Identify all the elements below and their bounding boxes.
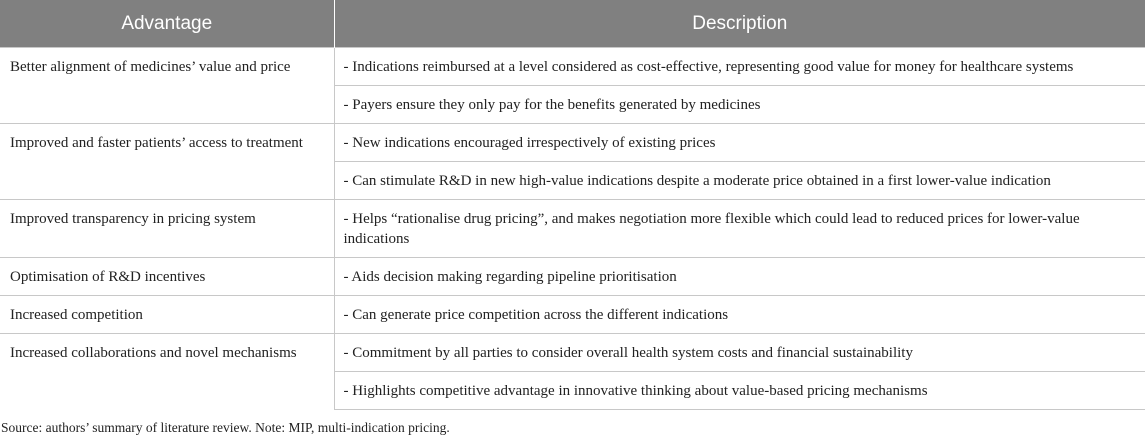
description-cell: - Can generate price competition across the different indications bbox=[334, 296, 1145, 334]
advantage-cell: Increased competition bbox=[0, 296, 334, 334]
advantage-cell: Better alignment of medicines’ value and price bbox=[0, 48, 334, 124]
header-advantage: Advantage bbox=[0, 0, 334, 48]
advantage-cell: Increased collaborations and novel mechanisms bbox=[0, 334, 334, 410]
header-description: Description bbox=[334, 0, 1145, 48]
table-row bbox=[0, 200, 1145, 258]
header-row bbox=[0, 0, 1145, 48]
description-cell: - Indications reimbursed at a level considered as cost-effective, representing good value for money for healthcare systems bbox=[334, 48, 1145, 86]
description-cell: - Highlights competitive advantage in innovative thinking about value-based pricing mechanisms bbox=[334, 372, 1145, 410]
description-cell: - New indications encouraged irrespectively of existing prices bbox=[334, 124, 1145, 162]
description-cell: - Aids decision making regarding pipeline prioritisation bbox=[334, 258, 1145, 296]
table-footnote: Source: authors’ summary of literature review. Note: MIP, multi-indication pricing. bbox=[1, 420, 450, 435]
description-cell: - Helps “rationalise drug pricing”, and makes negotiation more flexible which could lead to reduced prices for lower-value indications bbox=[334, 200, 1145, 258]
description-cell: - Commitment by all parties to consider overall health system costs and financial sustainability bbox=[334, 334, 1145, 372]
advantage-cell: Improved transparency in pricing system bbox=[0, 200, 334, 258]
table-row bbox=[0, 124, 1145, 162]
table-row bbox=[0, 334, 1145, 372]
table-row bbox=[0, 48, 1145, 86]
advantage-cell: Improved and faster patients’ access to treatment bbox=[0, 124, 334, 200]
description-cell: - Can stimulate R&D in new high-value indications despite a moderate price obtained in a first lower-value indication bbox=[334, 162, 1145, 200]
table-row bbox=[0, 296, 1145, 334]
table-row bbox=[0, 258, 1145, 296]
advantage-cell: Optimisation of R&D incentives bbox=[0, 258, 334, 296]
description-cell: - Payers ensure they only pay for the benefits generated by medicines bbox=[334, 86, 1145, 124]
